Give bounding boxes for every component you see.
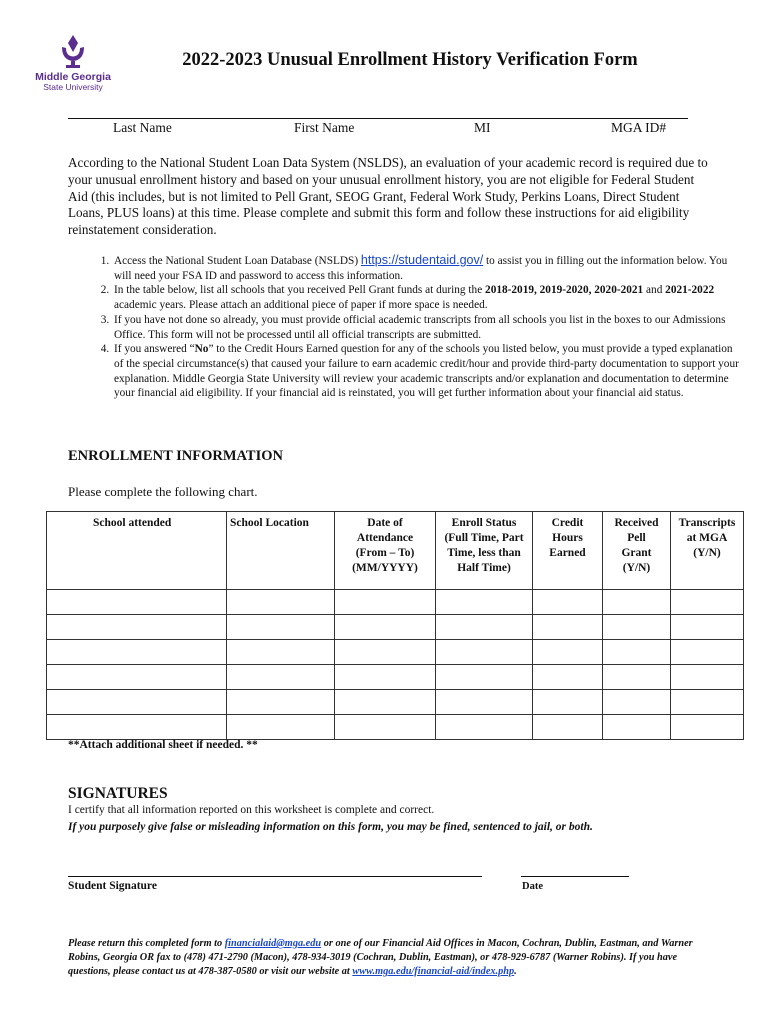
table-cell[interactable] — [671, 690, 744, 715]
table-cell[interactable] — [335, 615, 436, 640]
table-cell[interactable] — [335, 665, 436, 690]
step2-years: 2018-2019, 2019-2020, 2020-2021 — [485, 284, 644, 297]
logo-text-line2: State University — [43, 82, 103, 92]
student-signature-label: Student Signature — [68, 880, 157, 892]
step2-text-b: academic years. Please attach an additional piece of paper if more space is needed. — [114, 299, 488, 312]
attach-note: **Attach additional sheet if needed. ** — [68, 739, 258, 751]
col-date-attendance: Date of Attendance (From – To) (MM/YYYY) — [335, 512, 436, 590]
enrollment-table — [46, 511, 744, 740]
table-cell[interactable] — [671, 590, 744, 615]
chart-instruction: Please complete the following chart. — [68, 484, 258, 499]
table-cell[interactable] — [436, 665, 533, 690]
mi-label: MI — [474, 120, 491, 135]
table-cell[interactable] — [671, 640, 744, 665]
intro-paragraph: According to the National Student Loan Data System (NSLDS), an evaluation of your academic record is required due to your unusual enrollment history and based on your unusual enrollment history, you are not eligible for Federal Student Aid (this includes, but is not limited to Pell Grant, SEOG Grant, Federal Work Study, Perkins Loans, Direct Student Loans, PLUS loans) at this time. Please complete and submit this form and follow these instructions for aid eligibility reinstatement consideration. — [68, 155, 708, 238]
flame-logo-icon — [59, 34, 87, 70]
table-cell[interactable] — [603, 690, 671, 715]
table-cell[interactable] — [603, 615, 671, 640]
table-cell[interactable] — [671, 615, 744, 640]
table-cell[interactable] — [47, 590, 227, 615]
signatures-heading: SIGNATURES — [68, 785, 168, 802]
certify-statement: I certify that all information reported on this worksheet is complete and correct. — [68, 804, 435, 816]
table-cell[interactable] — [603, 590, 671, 615]
table-cell[interactable] — [47, 715, 227, 740]
table-row — [47, 665, 744, 690]
table-cell[interactable] — [533, 690, 603, 715]
col-school-location: School Location — [227, 512, 335, 590]
step4-no: No — [194, 343, 209, 356]
table-cell[interactable] — [335, 590, 436, 615]
table-cell[interactable] — [671, 665, 744, 690]
table-cell[interactable] — [436, 690, 533, 715]
financial-aid-email-link[interactable]: financialaid@mga.edu — [224, 938, 322, 949]
date-line[interactable] — [521, 876, 629, 877]
table-cell[interactable] — [436, 615, 533, 640]
table-cell[interactable] — [47, 640, 227, 665]
name-entry-line[interactable] — [68, 118, 688, 119]
logo-text-line1: Middle Georgia — [35, 71, 111, 83]
table-row — [47, 690, 744, 715]
footer-text-a: Please return this completed form to — [68, 938, 225, 949]
studentaid-link[interactable]: https://studentaid.gov/ — [360, 253, 484, 267]
table-cell[interactable] — [533, 615, 603, 640]
step2-text-a: In the table below, list all schools that you received Pell Grant funds at during the — [114, 284, 486, 297]
table-cell[interactable] — [227, 590, 335, 615]
return-instructions — [68, 937, 704, 979]
col-received-pell: Received Pell Grant (Y/N) — [603, 512, 671, 590]
mga-id-label: MGA ID# — [611, 120, 667, 135]
table-cell[interactable] — [603, 715, 671, 740]
table-cell[interactable] — [603, 665, 671, 690]
instruction-step-2 — [112, 283, 744, 312]
instruction-step-4 — [112, 342, 744, 401]
table-cell[interactable] — [47, 665, 227, 690]
table-header-row — [47, 512, 744, 590]
table-cell[interactable] — [335, 715, 436, 740]
table-cell[interactable] — [227, 640, 335, 665]
step4-text-a: If you answered “ — [114, 343, 195, 356]
table-row — [47, 615, 744, 640]
col-school-attended: School attended — [47, 512, 227, 590]
table-cell[interactable] — [436, 590, 533, 615]
table-cell[interactable] — [436, 715, 533, 740]
table-cell[interactable] — [47, 615, 227, 640]
table-cell[interactable] — [227, 665, 335, 690]
table-cell[interactable] — [436, 640, 533, 665]
table-cell[interactable] — [227, 715, 335, 740]
table-cell[interactable] — [533, 590, 603, 615]
instruction-step-3: 3. If you have not done so already, you must provide official academic transcripts from all schools you list in the boxes to our Admissions Office. This form will not be processed until all official transcripts are submitted. — [112, 313, 744, 342]
col-credit-hours: Credit Hours Earned — [533, 512, 603, 590]
footer-text-end: . — [514, 966, 517, 977]
financial-aid-website-link[interactable]: www.mga.edu/financial-aid/index.php — [352, 966, 515, 977]
form-title: 2022-2023 Unusual Enrollment History Verification Form — [182, 50, 638, 70]
step1-text-b: to assist you in filling out the information below. You will need your FSA ID and password to access this information. — [114, 255, 728, 282]
mga-logo — [34, 34, 112, 92]
col-enroll-status: Enroll Status (Full Time, Part Time, less than Half Time) — [436, 512, 533, 590]
date-label: Date — [522, 881, 543, 892]
table-cell[interactable] — [533, 715, 603, 740]
table-row — [47, 590, 744, 615]
false-info-warning: If you purposely give false or misleading information on this form, you may be fined, sentenced to jail, or both. — [68, 821, 593, 833]
step2-text-and: and — [643, 284, 666, 297]
col-transcripts-mga: Transcripts at MGA (Y/N) — [671, 512, 744, 590]
table-cell[interactable] — [533, 665, 603, 690]
table-cell[interactable] — [335, 690, 436, 715]
instruction-step-1 — [112, 253, 744, 283]
table-row — [47, 640, 744, 665]
table-cell[interactable] — [335, 640, 436, 665]
table-cell[interactable] — [533, 640, 603, 665]
table-row — [47, 715, 744, 740]
table-cell[interactable] — [227, 690, 335, 715]
first-name-label: First Name — [294, 120, 355, 135]
table-cell[interactable] — [227, 615, 335, 640]
footer-text-b: or one of our Financial Aid Offices in Macon, Cochran, Dublin, Eastman, and Warner Robins, Georgia OR fax to (478) 471-2790 (Macon), 478-934-3019 (Cochran, Dublin, Eastman), or 478-929-6787 (Warner Robins). If you have questions, please contact us at 478-387-0580 or visit our website at — [68, 938, 693, 977]
table-cell[interactable] — [603, 640, 671, 665]
enrollment-heading: ENROLLMENT INFORMATION — [68, 448, 283, 464]
step2-year-last: 2021-2022 — [665, 284, 715, 297]
table-cell[interactable] — [671, 715, 744, 740]
student-signature-line[interactable] — [68, 876, 482, 877]
last-name-label: Last Name — [113, 120, 172, 135]
step1-text-a: Access the National Student Loan Database (NSLDS) — [114, 255, 361, 267]
instruction-list — [68, 253, 744, 401]
table-cell[interactable] — [47, 690, 227, 715]
step4-text-b: ” to the Credit Hours Earned question for any of the schools you listed below, you must provide a typed explanation of the special circumstance(s) that caused your failure to earn academic credit/hour and provide third-party documentation to support your explanation. Middle Georgia State University will review your academic transcripts and/or explanation and documentation to determine your financial aid eligibility. If your financial aid is reinstated, you will get further information about your financial aid status. — [114, 343, 739, 400]
